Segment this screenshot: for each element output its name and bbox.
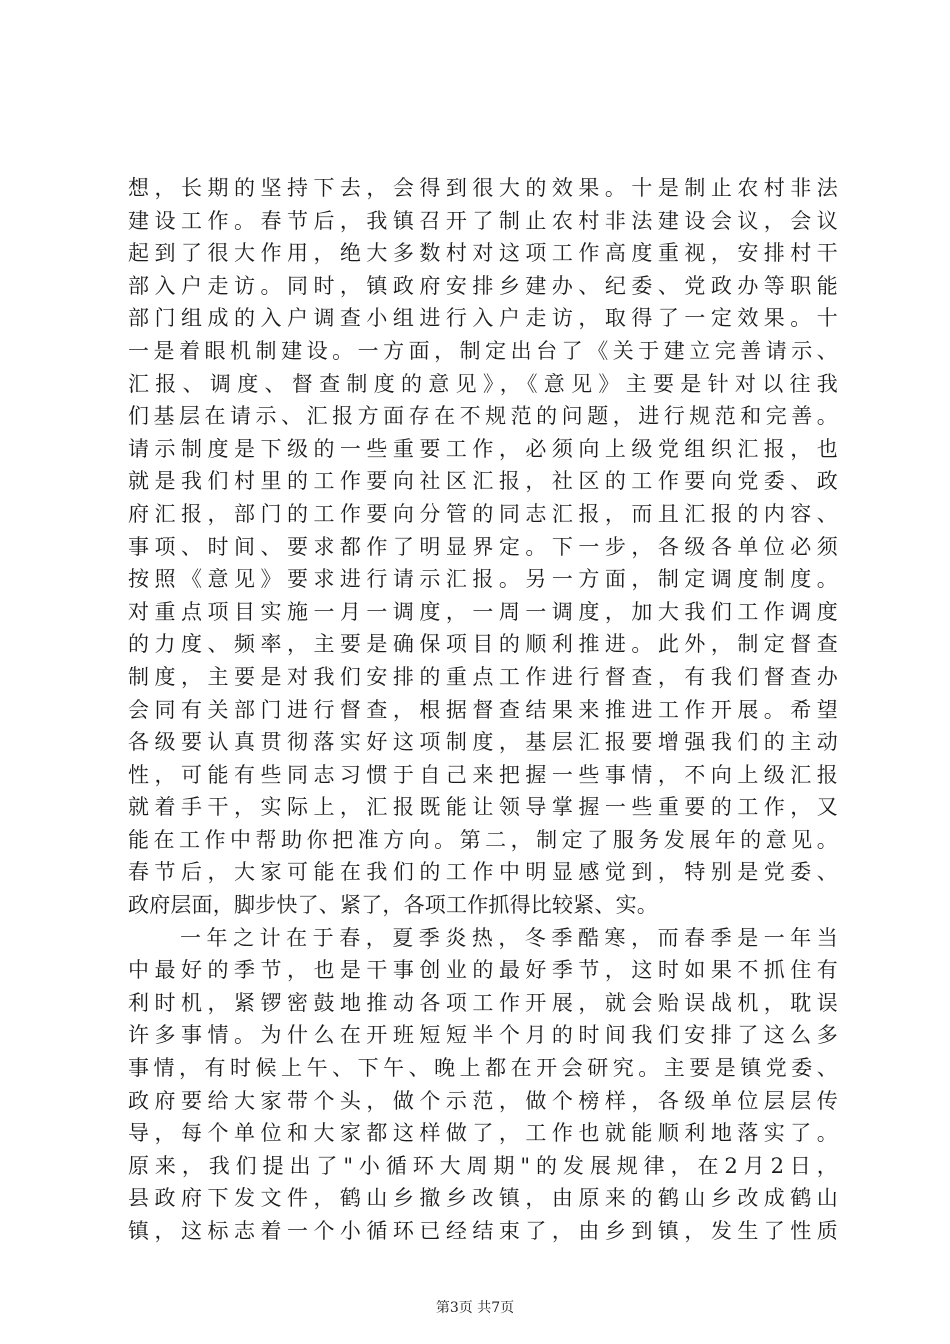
text-line: 就是我们村里的工作要向社区汇报，社区的工作要向党委、政 <box>128 469 838 494</box>
text-line: 事项、时间、要求都作了明显界定。下一步，各级各单位必须 <box>128 534 838 559</box>
text-line: 县政府下发文件，鹤山乡撤乡改镇，由原来的鹤山乡改成鹤山 <box>128 1186 838 1211</box>
text-line: 起到了很大作用，绝大多数村对这项工作高度重视，安排村干 <box>128 241 838 266</box>
text-line: 政府要给大家带个头，做个示范，做个榜样，各级单位层层传 <box>128 1088 838 1113</box>
text-line: 原来，我们提出了"小循环大周期"的发展规律，在2月2日， <box>128 1153 838 1178</box>
text-line: 各级要认真贯彻落实好这项制度，基层汇报要增强我们的主动 <box>128 730 838 755</box>
text-line: 制度，主要是对我们安排的重点工作进行督查，有我们督查办 <box>128 664 838 689</box>
text-line: 想，长期的坚持下去，会得到很大的效果。十是制止农村非法 <box>128 176 838 200</box>
text-line: 按照《意见》要求进行请示汇报。另一方面，制定调度制度。 <box>128 567 838 592</box>
text-line: 部门组成的入户调查小组进行入户走访，取得了一定效果。十 <box>128 306 838 331</box>
text-line: 利时机，紧锣密鼓地推动各项工作开展，就会贻误战机，耽误 <box>128 990 838 1015</box>
text-line: 中最好的季节，也是干事创业的最好季节，这时如果不抓住有 <box>128 958 838 983</box>
text-line: 请示制度是下级的一些重要工作，必须向上级党组织汇报，也 <box>128 436 838 461</box>
text-line: 会同有关部门进行督查，根据督查结果来推进工作开展。希望 <box>128 697 838 722</box>
text-line: 镇，这标志着一个小循环已经结束了，由乡到镇，发生了性质 <box>128 1219 838 1243</box>
text-line: 导，每个单位和大家都这样做了，工作也就能顺利地落实了。 <box>128 1121 838 1146</box>
page-number: 第3页 共7页 <box>435 1300 515 1316</box>
text-line: 性，可能有些同志习惯于自己来把握一些事情，不向上级汇报 <box>128 762 838 787</box>
text-line: 事情，有时候上午、下午、晚上都在开会研究。主要是镇党委、 <box>128 1056 838 1081</box>
paragraph-start-line: 一年之计在于春，夏季炎热，冬季酷寒，而春季是一年当 <box>180 925 838 950</box>
page-footer <box>0 1297 950 1317</box>
text-line: 许多事情。为什么在开班短短半个月的时间我们安排了这么多 <box>128 1023 838 1048</box>
text-line: 春节后，大家可能在我们的工作中明显感觉到，特别是党委、 <box>128 860 838 885</box>
text-line: 能在工作中帮助你把准方向。第二，制定了服务发展年的意见。 <box>128 827 838 852</box>
text-line: 们基层在请示、汇报方面存在不规范的问题，进行规范和完善。 <box>128 404 838 429</box>
text-line: 就着手干，实际上，汇报既能让领导掌握一些重要的工作，又 <box>128 795 838 820</box>
text-line: 的力度、频率，主要是确保项目的顺利推进。此外，制定督查 <box>128 632 838 657</box>
paragraph-end-line: 政府层面，脚步快了、紧了，各项工作抓得比较紧、实。 <box>128 893 658 918</box>
text-line: 对重点项目实施一月一调度，一周一调度，加大我们工作调度 <box>128 599 838 624</box>
text-line: 建设工作。春节后，我镇召开了制止农村非法建设会议，会议 <box>128 208 838 233</box>
text-line: 部入户走访。同时，镇政府安排乡建办、纪委、党政办等职能 <box>128 273 838 298</box>
text-line: 一是着眼机制建设。一方面，制定出台了《关于建立完善请示、 <box>128 338 838 363</box>
text-line: 汇报、调度、督查制度的意见》，《意见》主要是针对以往我 <box>128 371 838 396</box>
text-line: 府汇报，部门的工作要向分管的同志汇报，而且汇报的内容、 <box>128 501 838 526</box>
body-text <box>128 172 838 1248</box>
